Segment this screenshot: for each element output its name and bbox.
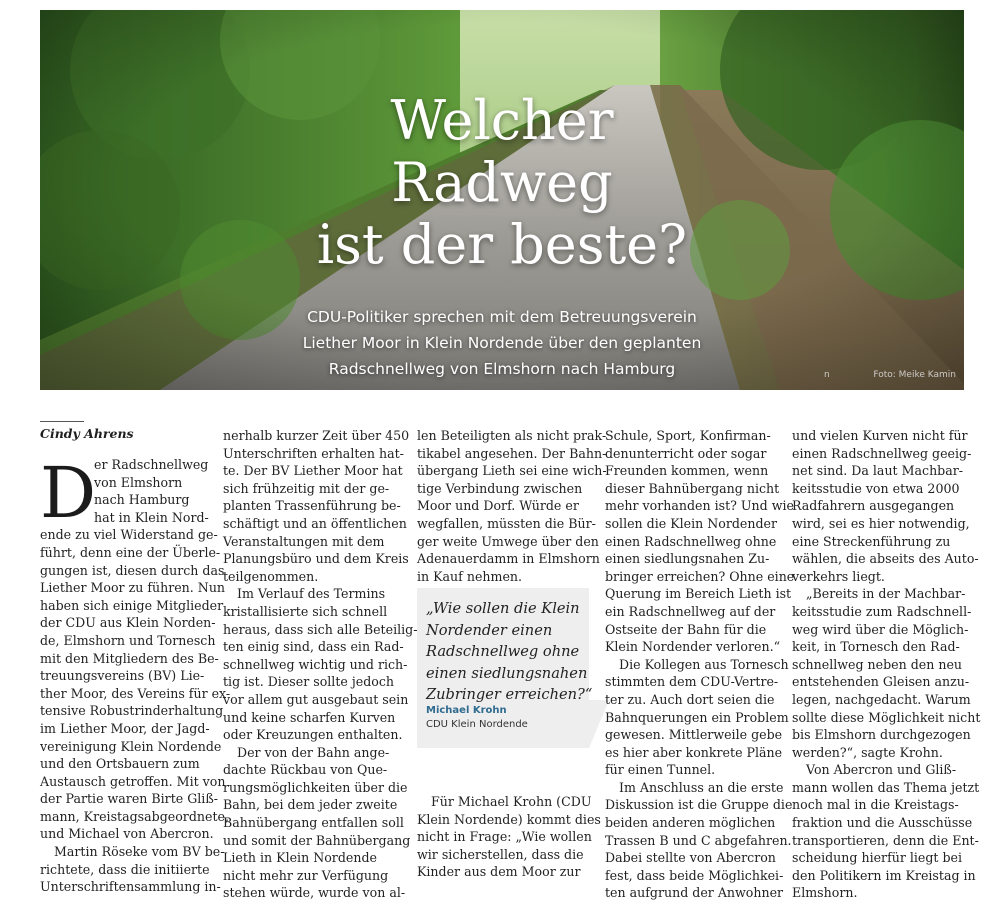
pull-quote-role: CDU Klein Nordende bbox=[426, 719, 528, 730]
article-column-5 bbox=[792, 427, 981, 902]
text-line: transportieren, denn die Ent- bbox=[792, 832, 979, 848]
text-line: eine Streckenführung zu bbox=[792, 533, 951, 549]
text-line: und vielen Kurven nicht für bbox=[792, 428, 968, 443]
text-line: tikabel angesehen. Der Bahn- bbox=[417, 445, 607, 461]
text-line: wegfallen, müssten die Bür- bbox=[417, 515, 596, 531]
text-line: wählen, die abseits des Auto- bbox=[792, 551, 979, 567]
text-line: keit, in Tornesch den Rad- bbox=[792, 639, 960, 655]
subheadline-line: Radschnellweg von Elmshorn nach Hamburg bbox=[328, 360, 676, 378]
text-line: verkehrs liegt. bbox=[792, 568, 885, 584]
text-line: kristallisierte sich schnell bbox=[223, 603, 388, 619]
text-line: Lieth in Klein Nordende bbox=[223, 850, 377, 866]
text-line: ger weite Umwege über den bbox=[417, 533, 599, 549]
text-line: einen Radschnellweg ohne bbox=[605, 533, 777, 549]
text-line: Die Kollegen aus Tornesch bbox=[619, 656, 789, 672]
text-line: nicht in Frage: „Wie wollen bbox=[417, 829, 592, 845]
headline-line: Radweg bbox=[391, 151, 613, 214]
text-line: in Kauf nehmen. bbox=[417, 568, 523, 584]
text-line: mann wollen das Thema jetzt bbox=[792, 779, 980, 795]
text-line: Trassen B und C abgefahren. bbox=[605, 832, 792, 848]
pull-quote-line: Nordender einen bbox=[426, 621, 553, 639]
text-line: teilgenommen. bbox=[223, 568, 319, 584]
author-byline: Cindy Ahrens bbox=[40, 426, 134, 441]
text-line: Austausch getroffen. Mit von bbox=[40, 773, 226, 789]
text-line: Schule, Sport, Konfirman- bbox=[605, 428, 771, 443]
text-line: ein Radschnellweg auf der bbox=[605, 603, 776, 619]
text-line: Unterschriftensammlung in- bbox=[40, 879, 221, 895]
text-line: Diskussion ist die Gruppe die bbox=[605, 797, 793, 813]
text-line: Dabei stellte von Abercron bbox=[605, 850, 776, 866]
text-line: der Partie waren Birte Gliß- bbox=[40, 791, 218, 807]
text-line: gewesen. Mittlerweile gebe bbox=[605, 727, 783, 743]
text-line: nach Hamburg bbox=[94, 492, 190, 508]
text-line: Planungsbüro und dem Kreis bbox=[223, 551, 409, 567]
text-line: heraus, dass sich alle Beteilig- bbox=[223, 621, 418, 637]
text-line: Martin Röseke vom BV be- bbox=[54, 844, 225, 860]
text-line: Im Verlauf des Termins bbox=[237, 586, 386, 602]
text-line: Für Michael Krohn (CDU bbox=[431, 794, 592, 809]
text-line: sollte diese Möglichkeit nicht bbox=[792, 709, 981, 725]
text-line: tig ist. Dieser sollte jedoch bbox=[223, 674, 395, 690]
text-line: schäftigt und an öffentlichen bbox=[223, 515, 407, 531]
text-line: mann, Kreistagsabgeordnete, bbox=[40, 808, 229, 824]
text-line: legen, nachgedacht. Warum bbox=[792, 691, 971, 707]
text-line: sollen die Klein Nordender bbox=[605, 515, 778, 531]
text-line: „Bereits in der Machbar- bbox=[806, 586, 966, 602]
pull-quote-text bbox=[426, 598, 593, 706]
text-line: ende zu viel Widerstand ge- bbox=[40, 527, 218, 543]
headline-line: Welcher bbox=[390, 89, 614, 152]
text-line: ten einig sind, dass ein Rad- bbox=[223, 639, 404, 655]
article-column-4 bbox=[605, 427, 795, 902]
text-line: Klein Nordender verloren.“ bbox=[605, 639, 781, 655]
text-line: hat in Klein Nord- bbox=[94, 509, 209, 525]
pull-quote-line: Zubringer erreichen?“ bbox=[426, 686, 593, 703]
text-line: len Beteiligten als nicht prak- bbox=[417, 428, 607, 443]
text-line: richtete, dass die initiierte bbox=[40, 861, 210, 877]
article-column-2 bbox=[223, 427, 418, 902]
text-line: planten Trassenführung be- bbox=[223, 498, 401, 514]
text-line: Moor und Dorf. Würde er bbox=[417, 498, 579, 514]
text-line: und keine scharfen Kurven bbox=[223, 709, 396, 725]
text-line: den Politikern im Kreistag in bbox=[792, 867, 976, 883]
text-line: net sind. Da laut Machbar- bbox=[792, 463, 964, 479]
text-line: sich frühzeitig mit der ge- bbox=[223, 480, 390, 496]
text-line: der CDU aus Klein Norden- bbox=[40, 615, 216, 631]
text-line: einen Radschnellweg geeig- bbox=[792, 445, 972, 461]
text-line: es hier aber konkrete Pläne bbox=[605, 744, 783, 760]
author-rule bbox=[40, 421, 84, 422]
text-line: te. Der BV Liether Moor hat bbox=[223, 463, 403, 479]
article-column-3-bottom bbox=[417, 793, 601, 881]
text-line: werden?“, sagte Krohn. bbox=[792, 744, 943, 760]
text-line: führt, denn eine der Überle- bbox=[40, 544, 221, 560]
text-line: rungsmöglichkeiten über die bbox=[223, 779, 408, 795]
text-line: treuungsvereins (BV) Lie- bbox=[40, 668, 205, 684]
pull-quote-author: Michael Krohn bbox=[426, 705, 507, 716]
text-line: Veranstaltungen mit dem bbox=[223, 533, 385, 549]
text-line: vor allem gut ausgebaut sein bbox=[223, 691, 409, 707]
subheadline-line: Liether Moor in Klein Nordende über den geplanten bbox=[302, 334, 702, 352]
text-line: Bahn, bei dem jeder zweite bbox=[223, 797, 398, 813]
text-line: keitsstudie von etwa 2000 bbox=[792, 480, 960, 496]
text-line: ter zu. Auch dort seien die bbox=[605, 691, 775, 707]
text-line: bis Elmshorn durchgezogen bbox=[792, 727, 971, 743]
text-line: Von Abercron und Gliß- bbox=[806, 762, 957, 778]
text-line: mit den Mitgliedern des Be- bbox=[40, 650, 219, 666]
text-line: noch mal in die Kreistags- bbox=[792, 797, 959, 813]
text-line: schnellweg wichtig und rich- bbox=[223, 656, 408, 672]
text-line: schnellweg neben den neu bbox=[792, 656, 963, 672]
text-line: tige Verbindung zwischen bbox=[417, 480, 583, 496]
text-line: keitsstudie zum Radschnell- bbox=[792, 603, 972, 619]
text-line: oder Kreuzungen enthalten. bbox=[223, 727, 403, 743]
text-line: und somit der Bahnübergang bbox=[223, 832, 411, 848]
pull-quote-line: einen siedlungsnahen bbox=[426, 664, 588, 682]
pull-quote bbox=[417, 588, 593, 748]
text-line: wir sicherstellen, dass die bbox=[417, 846, 584, 862]
text-line: Der von der Bahn ange- bbox=[237, 744, 390, 760]
subheadline-line: CDU-Politiker sprechen mit dem Betreuungsverein bbox=[307, 308, 697, 326]
hero-photo bbox=[40, 10, 964, 390]
text-line: Querung im Bereich Lieth ist bbox=[605, 586, 792, 602]
text-line: entstehenden Gleisen anzu- bbox=[792, 674, 970, 690]
headline bbox=[40, 90, 964, 276]
text-line: stimmten dem CDU-Vertre- bbox=[605, 674, 779, 690]
text-line: denunterricht oder sogar bbox=[605, 445, 767, 461]
text-line: weg wird über die Möglich- bbox=[792, 621, 969, 637]
text-line: haben sich einige Mitglieder bbox=[40, 597, 224, 613]
text-line: Unterschriften erhalten hat- bbox=[223, 445, 404, 461]
text-line: fraktion und die Ausschüsse bbox=[792, 815, 973, 831]
article-column-3-top bbox=[417, 427, 607, 585]
text-line: und den Ortsbauern zum bbox=[40, 756, 200, 772]
text-line: tensive Robustrinderhaltung bbox=[40, 703, 224, 719]
text-line: übergang Lieth sei eine wich- bbox=[417, 463, 607, 479]
text-line: er Radschnellweg bbox=[94, 457, 209, 472]
headline-line: ist der beste? bbox=[316, 213, 688, 276]
text-line: Freunden kommen, wenn bbox=[605, 463, 769, 479]
text-line: dachte Rückbau von Que- bbox=[223, 762, 388, 778]
text-line: beiden anderen möglichen bbox=[605, 815, 776, 831]
text-line: Ostseite der Bahn für die bbox=[605, 621, 767, 637]
text-line: ten aufgrund der Anwohner bbox=[605, 885, 784, 901]
photo-credit: Foto: Meike Kamin bbox=[873, 370, 956, 380]
text-line: Liether Moor zu führen. Nun bbox=[40, 580, 226, 596]
pull-quote-line: „Wie sollen die Klein bbox=[426, 600, 580, 617]
text-line: Radfahrern ausgegangen bbox=[792, 498, 955, 514]
text-line: für einen Tunnel. bbox=[605, 762, 716, 778]
text-line: Klein Nordende) kommt dies bbox=[417, 811, 601, 827]
text-line: scheidung hierfür liegt bei bbox=[792, 850, 963, 866]
text-line: mehr vorhanden ist? Und wie bbox=[605, 498, 794, 514]
text-line: nicht mehr zur Verfügung bbox=[223, 867, 389, 883]
text-line: fest, dass beide Möglichkei- bbox=[605, 867, 784, 883]
text-line: Kinder aus dem Moor zur bbox=[417, 864, 581, 880]
photo-mark: n bbox=[824, 370, 830, 380]
text-line: von Elmshorn bbox=[94, 474, 183, 490]
pull-quote-line: Radschnellweg ohne bbox=[426, 643, 580, 660]
text-line: Bahnübergang entfallen soll bbox=[223, 815, 404, 831]
text-line: wird, sei es hier notwendig, bbox=[792, 515, 970, 531]
text-line: einen siedlungsnahen Zu- bbox=[605, 551, 770, 567]
text-line: Elmshorn. bbox=[792, 885, 858, 901]
article-column-1 bbox=[40, 452, 231, 896]
text-line: dieser Bahnübergang nicht bbox=[605, 480, 780, 496]
text-line: de, Elmshorn und Tornesch bbox=[40, 632, 216, 648]
text-line: vereinigung Klein Nordende bbox=[40, 738, 222, 754]
text-line: im Liether Moor, der Jagd- bbox=[40, 720, 210, 736]
text-line: Adenauerdamm in Elmshorn bbox=[417, 551, 600, 567]
text-line: gungen ist, diesen durch das bbox=[40, 562, 225, 578]
text-line: Im Anschluss an die erste bbox=[619, 779, 784, 795]
text-line: Bahnquerungen ein Problem bbox=[605, 709, 789, 725]
text-line: nerhalb kurzer Zeit über 450 bbox=[223, 428, 410, 443]
text-line: stehen würde, wurde von al- bbox=[223, 885, 406, 901]
drop-cap: D bbox=[40, 452, 97, 534]
text-line: ther Moor, des Vereins für ex- bbox=[40, 685, 231, 701]
text-line: bringer erreichen? Ohne eine bbox=[605, 568, 795, 584]
text-line: und Michael von Abercron. bbox=[40, 826, 214, 842]
